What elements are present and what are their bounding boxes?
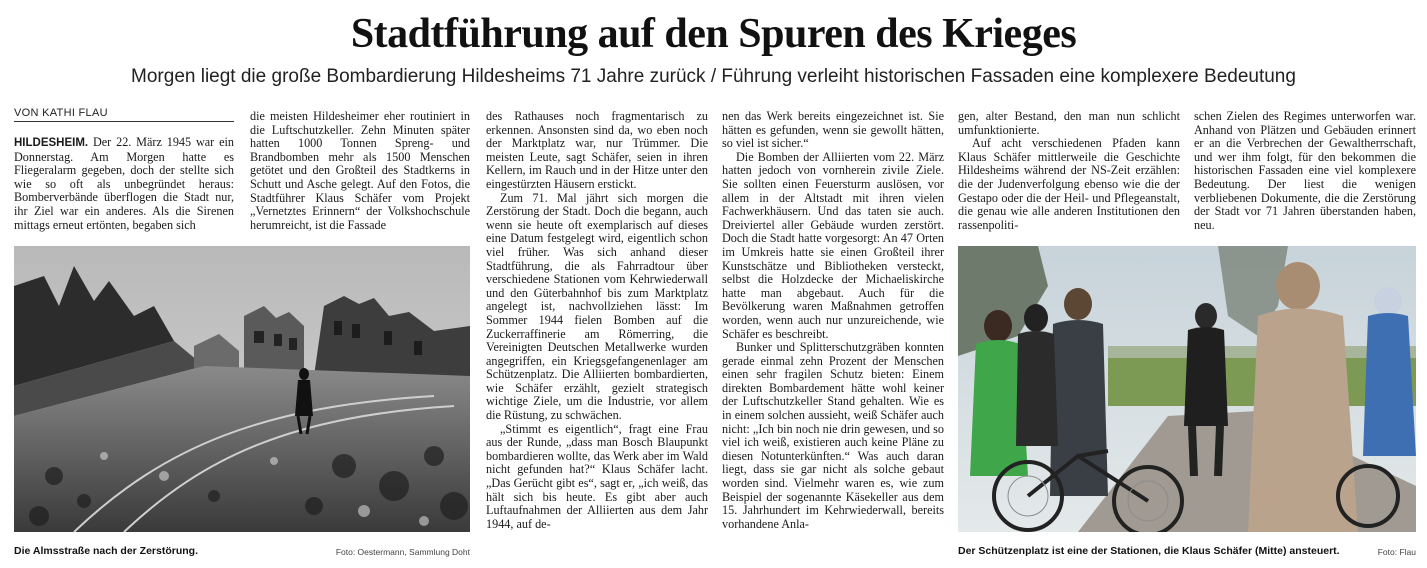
byline: VON KATHI FLAU (14, 107, 234, 122)
photo-left-credit: Foto: Oestermann, Sammlung Doht (335, 547, 470, 557)
photo-schuetzenplatz (958, 246, 1416, 532)
article-column-4 (722, 110, 944, 562)
dateline: HILDESHEIM. (14, 137, 89, 149)
article-column-2 (250, 110, 470, 234)
column-4-paragraph-1: nen das Werk bereits eingezeichnet ist. Sie hätten es gefunden, wenn sie gewollt hätten, so viel ist sicher.“ (722, 110, 944, 151)
column-4-paragraph-3: Bunker und Splitterschutzgräben konnten gerade einmal zehn Prozent der Menschen einen sehr fragilen Schutz bieten: Einem direkten Bombardement hätte wohl keiner der Luftschutzkeller Stand gehalten. Wie es in einem solchen aussieht, weiß Schäfer auch nicht: „Ich bin noch nie drin gewesen, und so viel ich weiß, existieren auch keine Pläne zu diesen Notunterkünften.“ Was auch daran liegt, dass sie gar nicht als solche gebaut worden sind. Vielmehr waren es, wie zum Beispiel der sogenannte Käsekeller aus dem 15. Jahrhundert im Kehrwiederwall, bereits vorhandene Anla- (722, 340, 944, 531)
photo-right-credit: Foto: Flau (1377, 547, 1416, 557)
article-column-3 (486, 110, 708, 562)
article-column-5 (958, 110, 1180, 234)
photo-left-caption: Die Almsstraße nach der Zerstörung. (14, 545, 198, 557)
column-6-paragraph-1: schen Zielen des Regimes unterworfen war. Anhand von Plätzen und Gebäuden erinnert er an die Verbrechen der Gewaltherrschaft, und wer ihm folgt, für den bekommen die historischen Fassaden eine viel komplexere Bedeutung. Der liest die wenigen verbliebenen Dokumente, die die Zerstörung der Stadt vor 71 Jahren überstanden haben, neu. (1194, 110, 1416, 232)
column-3-paragraph-1: des Rathauses noch fragmentarisch zu erkennen. Ansonsten sind da, wo eben noch der Marktplatz war, nur Trümmer. Die meisten Leute, sagt Schäfer, seien in ihren Kellern, im Rauch und in der Hitze unter den eingestürzten Häusern erstickt. (486, 110, 708, 191)
column-3-paragraph-2: Zum 71. Mal jährt sich morgen die Zerstörung der Stadt. Doch die begann, auch wenn sie heute oft exemplarisch auf dieses eine Datum festgelegt wird, eigentlich schon viel früher. Was sich anhand dieser Stadtführung, die als Fahrradtour über verschiedene Stationen vom Kehrwiederwall und den Güterbahnhof bis zum Marktplatz angelegt ist, nachvollziehen lässt: Im Sommer 1944 fielen Bomben auf die Zuckerraffinerie am Römerring, die Vereinigten Deutschen Metallwerke wurden angegriffen, ein Kriegsgefangenenlager am Schützenplatz. Die Alliierten bombardierten, wie Schäfer erzählt, gezielt strategisch wichtige Ziele, um die Industrie, vor allem die Rüstung, zu schwächen. (486, 190, 708, 423)
column-5-paragraph-1: gen, alter Bestand, den man nun schlicht umfunktionierte. (958, 110, 1180, 137)
column-2-paragraph: die meisten Hildesheimer eher routiniert in die Luftschutzkeller. Zehn Minuten später hatten 1000 Tonnen Spreng- und Brandbomben mehr als 1500 Menschen getötet und den Großteil des Stadtkerns in Schutt und Asche gelegt. Auf den Fotos, die Stadtführer Klaus Schäfer vom Projekt „Vernetztes Erinnern“ der Volkshochschule herumreicht, ist die Fassade (250, 110, 470, 232)
column-3-paragraph-3: „Stimmt es eigentlich“, fragt eine Frau aus der Runde, „dass man Bosch Blaupunkt bombardieren wollte, das Werk aber im Wald nicht gefunden hat?“ Klaus Schäfer lacht. „Das Gerücht gibt es“, sagt er, „ich weiß, das hält sich bis heute. Es gibt aber auch Luftaufnahmen der Alliierten aus dem Jahr 1944, auf de- (486, 421, 708, 531)
column-4-paragraph-2: Die Bomben der Alliierten vom 22. März hatten jedoch von vornherein zivile Ziele. Sie sollten einen Feuersturm auslösen, vor allem in der Altstadt mit ihren vielen Fachwerkhäusern. Und das taten sie auch. Dreiviertel aller Gebäude wurden zerstört. Doch die Stadt hatte vorgesorgt: An 47 Orten im Umkreis hatte sie einen Großteil ihrer Kunstschätze und Bibliotheken versteckt, selbst die Holzdecke der Michaeliskirche hatte man abgebaut. Auch für die Bevölkerung waren Maßnahmen getroffen worden, wenn auch nur unzureichende, wie Schäfer es beschreibt. (722, 149, 944, 341)
subheadline: Morgen liegt die große Bombardierung Hildesheims 71 Jahre zurück / Führung verleiht historischen Fassaden eine komplexere Bedeutung (131, 66, 1296, 87)
article-column-1 (14, 136, 234, 232)
column-5-paragraph-2: Auf acht verschiedenen Pfaden kann Klaus Schäfer mittlerweile die Geschichte Hildesheims während der NS-Zeit erzählen: die der Judenverfolgung ebenso wie die der Gestapo oder die der Heil- und Pflegeanstalt, die genau wie alle anderen Institutionen den rassenpoliti- (958, 136, 1180, 232)
headline: Stadtführung auf den Spuren des Krieges (350, 11, 1077, 57)
photo-right-caption: Der Schützenplatz ist eine der Stationen, die Klaus Schäfer (Mitte) ansteuert. (958, 545, 1340, 557)
tour-group-image (958, 246, 1416, 532)
ruins-street-image (14, 246, 470, 532)
column-1-paragraph: Der 22. März 1945 war ein Donnerstag. Am Morgen hatte es Fliegeralarm gegeben, doch der stellte sich wie so oft als unbegründet heraus: Bomberverbände überflogen die Stadt nur, ihr Ziel war ein anderes. Als die Sirenen mittags erneut ertönten, begaben sich (14, 136, 234, 232)
article-column-6 (1194, 110, 1416, 234)
photo-almsstrasse (14, 246, 470, 532)
